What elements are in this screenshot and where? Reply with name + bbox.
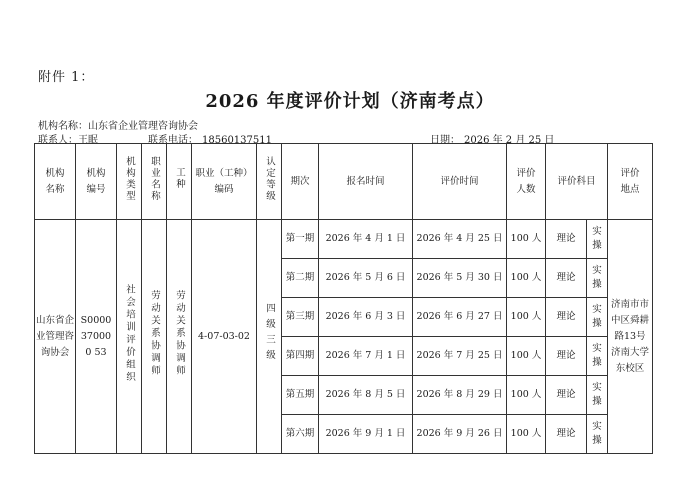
- org-code-cell: S0000370000 53: [76, 220, 117, 454]
- occupation-cell: 劳动关系协调师: [142, 220, 167, 454]
- date-label: 日期：: [430, 135, 460, 146]
- count-cell: 100 人: [507, 259, 546, 298]
- eval-cell: 2026 年 5 月 30 日: [413, 259, 507, 298]
- count-cell: 100 人: [507, 376, 546, 415]
- level-cell: 四级三级: [257, 220, 282, 454]
- signup-cell: 2026 年 6 月 3 日: [319, 298, 413, 337]
- header-level: 认定等级: [257, 144, 282, 220]
- eval-cell: 2026 年 6 月 27 日: [413, 298, 507, 337]
- subjects-cell: [546, 415, 608, 454]
- phone-label: 联系电话：: [148, 135, 198, 146]
- header-org-name: 机构名称: [35, 144, 76, 220]
- theory-label: 理论: [556, 350, 576, 361]
- eval-cell: 2026 年 9 月 26 日: [413, 415, 507, 454]
- theory-label: 理论: [556, 311, 576, 322]
- eval-cell: 2026 年 8 月 29 日: [413, 376, 507, 415]
- signup-cell: 2026 年 8 月 5 日: [319, 376, 413, 415]
- theory-label: 理论: [556, 233, 576, 244]
- org-name-value: 山东省企业管理咨询协会: [88, 121, 198, 132]
- period-cell: 第四期: [282, 337, 319, 376]
- location-cell: 济南市市中区舜耕路13号济南大学东校区: [608, 220, 653, 454]
- signup-cell: 2026 年 4 月 1 日: [319, 220, 413, 259]
- subjects-cell: [546, 298, 608, 337]
- practice-label: 实操: [592, 421, 602, 446]
- count-cell: 100 人: [507, 298, 546, 337]
- org-type-cell: 社会培训评价组织: [117, 220, 142, 454]
- period-cell: 第三期: [282, 298, 319, 337]
- count-cell: 100 人: [507, 415, 546, 454]
- theory-label: 理论: [556, 428, 576, 439]
- org-name-label: 机构名称：: [38, 121, 88, 132]
- evaluation-plan-table: [34, 143, 653, 454]
- date-value: 2026 年 2 月 25 日: [464, 135, 555, 146]
- eval-cell: 2026 年 7 月 25 日: [413, 337, 507, 376]
- attachment-label: 附件 1：: [38, 70, 95, 85]
- practice-label: 实操: [592, 265, 602, 290]
- count-cell: 100 人: [507, 337, 546, 376]
- eval-cell: 2026 年 4 月 25 日: [413, 220, 507, 259]
- document-title: 2026 年度评价计划（济南考点）: [205, 91, 495, 112]
- signup-cell: 2026 年 5 月 6 日: [319, 259, 413, 298]
- contact-label: 联系人：: [38, 135, 78, 146]
- header-eval-time: 评价时间: [413, 144, 507, 220]
- occupation-code-cell: 4-07-03-02: [192, 220, 257, 454]
- period-cell: 第一期: [282, 220, 319, 259]
- period-cell: 第五期: [282, 376, 319, 415]
- signup-cell: 2026 年 9 月 1 日: [319, 415, 413, 454]
- subjects-cell: [546, 376, 608, 415]
- subjects-cell: [546, 220, 608, 259]
- header-org-type: 机构类型: [117, 144, 142, 220]
- practice-label: 实操: [592, 343, 602, 368]
- org-name-line: [38, 117, 198, 132]
- theory-label: 理论: [556, 272, 576, 283]
- header-occupation: 职业名称: [142, 144, 167, 220]
- subjects-cell: [546, 259, 608, 298]
- contact-value: 王眠: [78, 135, 98, 146]
- table-header-row: [35, 144, 653, 220]
- header-job-type: 工种: [167, 144, 192, 220]
- table-row: [35, 220, 653, 259]
- period-cell: 第六期: [282, 415, 319, 454]
- job-type-cell: 劳动关系协调师: [167, 220, 192, 454]
- subjects-cell: [546, 337, 608, 376]
- header-subjects: 评价科目: [546, 144, 608, 220]
- theory-label: 理论: [556, 389, 576, 400]
- practice-label: 实操: [592, 226, 602, 251]
- signup-cell: 2026 年 7 月 1 日: [319, 337, 413, 376]
- practice-label: 实操: [592, 382, 602, 407]
- header-org-code: 机构编号: [76, 144, 117, 220]
- period-cell: 第二期: [282, 259, 319, 298]
- org-name-cell: 山东省企业管理咨询协会: [35, 220, 76, 454]
- count-cell: 100 人: [507, 220, 546, 259]
- practice-label: 实操: [592, 304, 602, 329]
- header-period: 期次: [282, 144, 319, 220]
- header-signup-time: 报名时间: [319, 144, 413, 220]
- header-eval-count: 评价人数: [507, 144, 546, 220]
- header-location: 评价地点: [608, 144, 653, 220]
- header-occupation-code: 职业（工种）编码: [192, 144, 257, 220]
- phone-value: 18560137511: [202, 135, 272, 146]
